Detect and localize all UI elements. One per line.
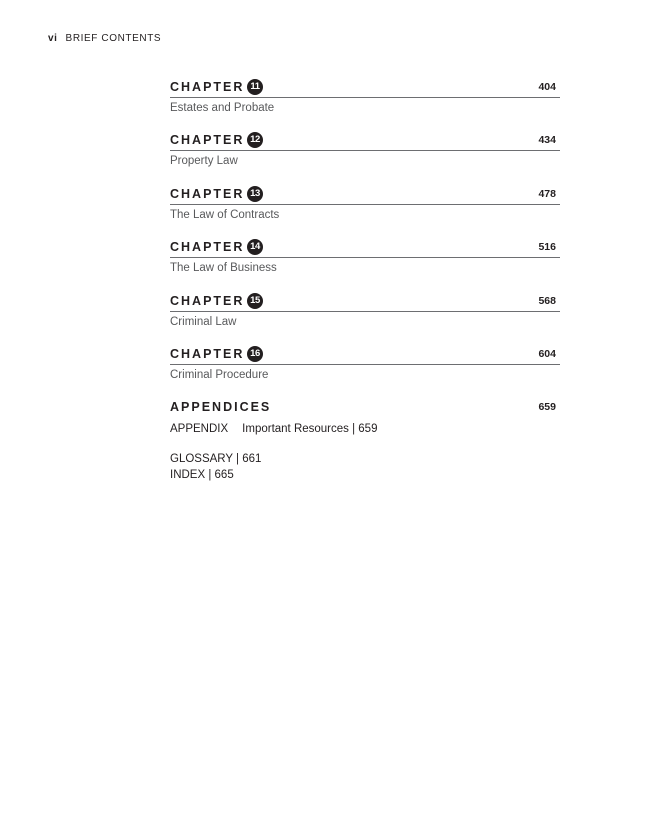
toc-entry-chapter-13[interactable] bbox=[170, 186, 560, 239]
chapter-number-badge: 14 bbox=[247, 239, 263, 255]
running-head bbox=[48, 33, 161, 44]
toc-entry-glossary[interactable]: GLOSSARY | 661 bbox=[170, 453, 262, 466]
appendix-entry: Important Resources | 659 bbox=[242, 423, 378, 436]
table-of-contents bbox=[170, 79, 560, 483]
chapter-title: Property Law bbox=[170, 155, 238, 168]
chapter-page-number: 568 bbox=[538, 294, 556, 307]
appendices-page-number: 659 bbox=[538, 401, 556, 414]
chapter-number-badge: 11 bbox=[247, 79, 263, 95]
chapter-page-number: 404 bbox=[538, 81, 556, 93]
chapter-page-number: 478 bbox=[538, 187, 556, 200]
toc-entry-chapter-16[interactable] bbox=[170, 346, 560, 399]
toc-entry-appendix[interactable] bbox=[170, 423, 560, 435]
chapter-title: Criminal Law bbox=[170, 315, 237, 328]
chapter-heading bbox=[170, 346, 560, 365]
chapter-title: The Law of Contracts bbox=[170, 208, 280, 221]
appendices-heading: APPENDICES bbox=[170, 400, 272, 415]
chapter-label: CHAPTER bbox=[170, 186, 245, 201]
chapter-number-badge: 13 bbox=[247, 186, 263, 202]
chapter-label: CHAPTER bbox=[170, 346, 245, 361]
chapter-label: CHAPTER bbox=[170, 240, 245, 255]
toc-entry-index[interactable]: INDEX | 665 bbox=[170, 469, 234, 482]
chapter-label: CHAPTER bbox=[170, 293, 245, 308]
back-matter bbox=[170, 451, 560, 483]
chapter-title: The Law of Business bbox=[170, 262, 277, 275]
chapter-label: CHAPTER bbox=[170, 80, 245, 94]
toc-entry-chapter-12[interactable] bbox=[170, 132, 560, 185]
chapter-page-number: 434 bbox=[538, 134, 556, 147]
chapter-number-badge: 16 bbox=[247, 346, 263, 362]
chapter-heading bbox=[170, 79, 560, 98]
toc-entry-chapter-15[interactable] bbox=[170, 293, 560, 346]
toc-entry-chapter-11[interactable] bbox=[170, 79, 560, 132]
chapter-number-badge: 12 bbox=[247, 132, 263, 148]
chapter-label: CHAPTER bbox=[170, 133, 245, 148]
chapter-page-number: 604 bbox=[538, 347, 556, 360]
page-folio: vi bbox=[48, 33, 58, 44]
chapter-heading bbox=[170, 132, 560, 151]
appendix-label: APPENDIX bbox=[170, 423, 229, 436]
toc-entry-appendices[interactable] bbox=[170, 399, 560, 419]
running-head-title: BRIEF CONTENTS bbox=[65, 33, 162, 44]
chapter-title: Estates and Probate bbox=[170, 102, 275, 114]
chapter-heading bbox=[170, 186, 560, 205]
chapter-heading bbox=[170, 293, 560, 312]
chapter-title: Criminal Procedure bbox=[170, 368, 269, 381]
chapter-number-badge: 15 bbox=[247, 293, 263, 309]
chapter-page-number: 516 bbox=[538, 241, 556, 254]
toc-entry-chapter-14[interactable] bbox=[170, 239, 560, 292]
chapter-heading bbox=[170, 239, 560, 258]
